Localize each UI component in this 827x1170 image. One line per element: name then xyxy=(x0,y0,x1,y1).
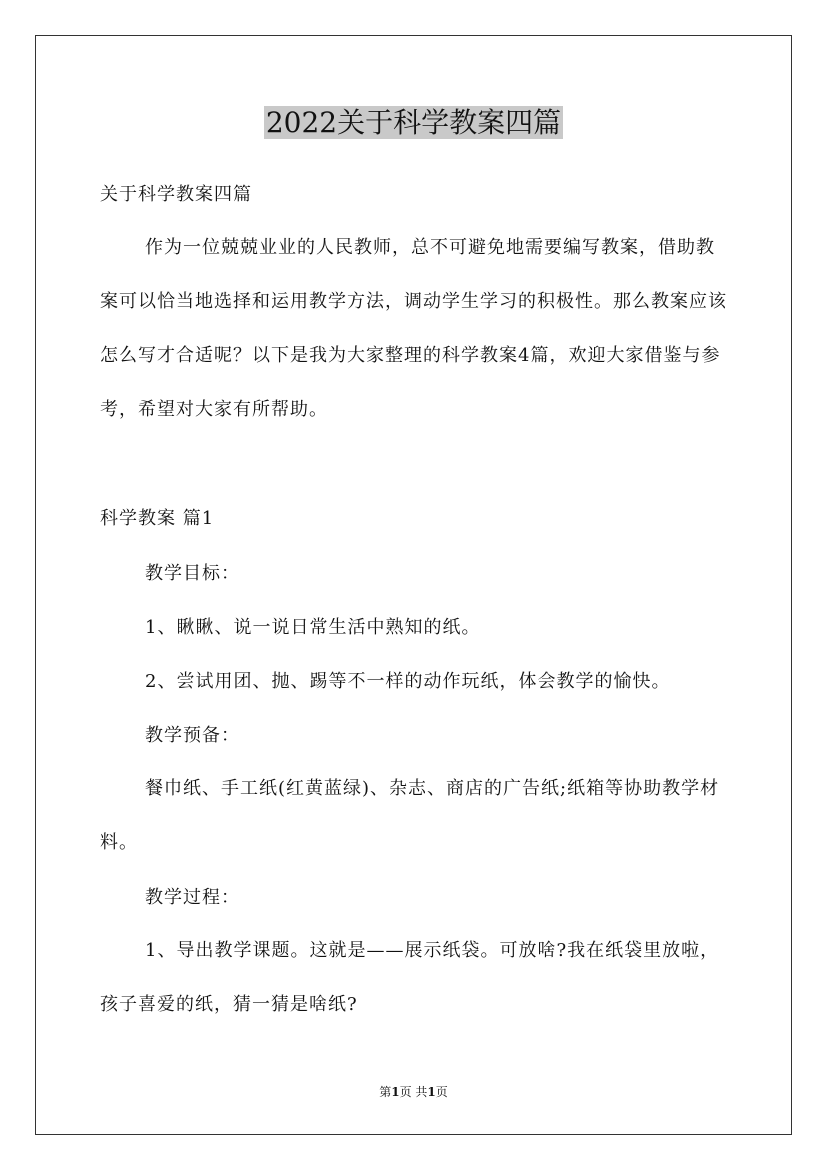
document-title xyxy=(0,103,827,143)
process-heading: 教学过程： xyxy=(145,887,240,908)
footer-page-number: 1 xyxy=(391,1085,400,1099)
prep-heading: 教学预备： xyxy=(145,725,240,746)
footer-suffix: 页 xyxy=(435,1085,448,1099)
objectives-heading: 教学目标： xyxy=(145,563,240,584)
intro-paragraph: 作为一位兢兢业业的人民教师，总不可避免地需要编写教案，借助教案可以恰当地选择和运用教学方法，调动学生学习的积极性。那么教案应该怎么写才合适呢？以下是我为大家整理的科学教案4篇，欢迎大家借鉴与参考，希望对大家有所帮助。 xyxy=(100,237,727,420)
subtitle: 关于科学教案四篇 xyxy=(100,184,252,205)
footer-total-pages: 1 xyxy=(427,1085,436,1099)
objective-item-1: 1、瞅瞅、说一说日常生活中熟知的纸。 xyxy=(145,617,481,638)
footer-prefix: 第 xyxy=(379,1085,392,1099)
footer-mid: 页 共 xyxy=(399,1085,428,1099)
page-footer xyxy=(0,1084,827,1100)
process-item-1: 1、导出教学课题。这就是——展示纸袋。可放啥?我在纸袋里放啦，孩子喜爱的纸，猜一猜是啥纸? xyxy=(100,940,720,1015)
objective-item-2: 2、尝试用团、抛、踢等不一样的动作玩纸，体会教学的愉快。 xyxy=(145,671,671,692)
document-title-text: 2022关于科学教案四篇 xyxy=(265,106,562,139)
prep-paragraph: 餐巾纸、手工纸(红黄蓝绿)、杂志、商店的广告纸;纸箱等协助教学材料。 xyxy=(100,778,720,853)
section-heading: 科学教案 篇1 xyxy=(100,508,215,529)
